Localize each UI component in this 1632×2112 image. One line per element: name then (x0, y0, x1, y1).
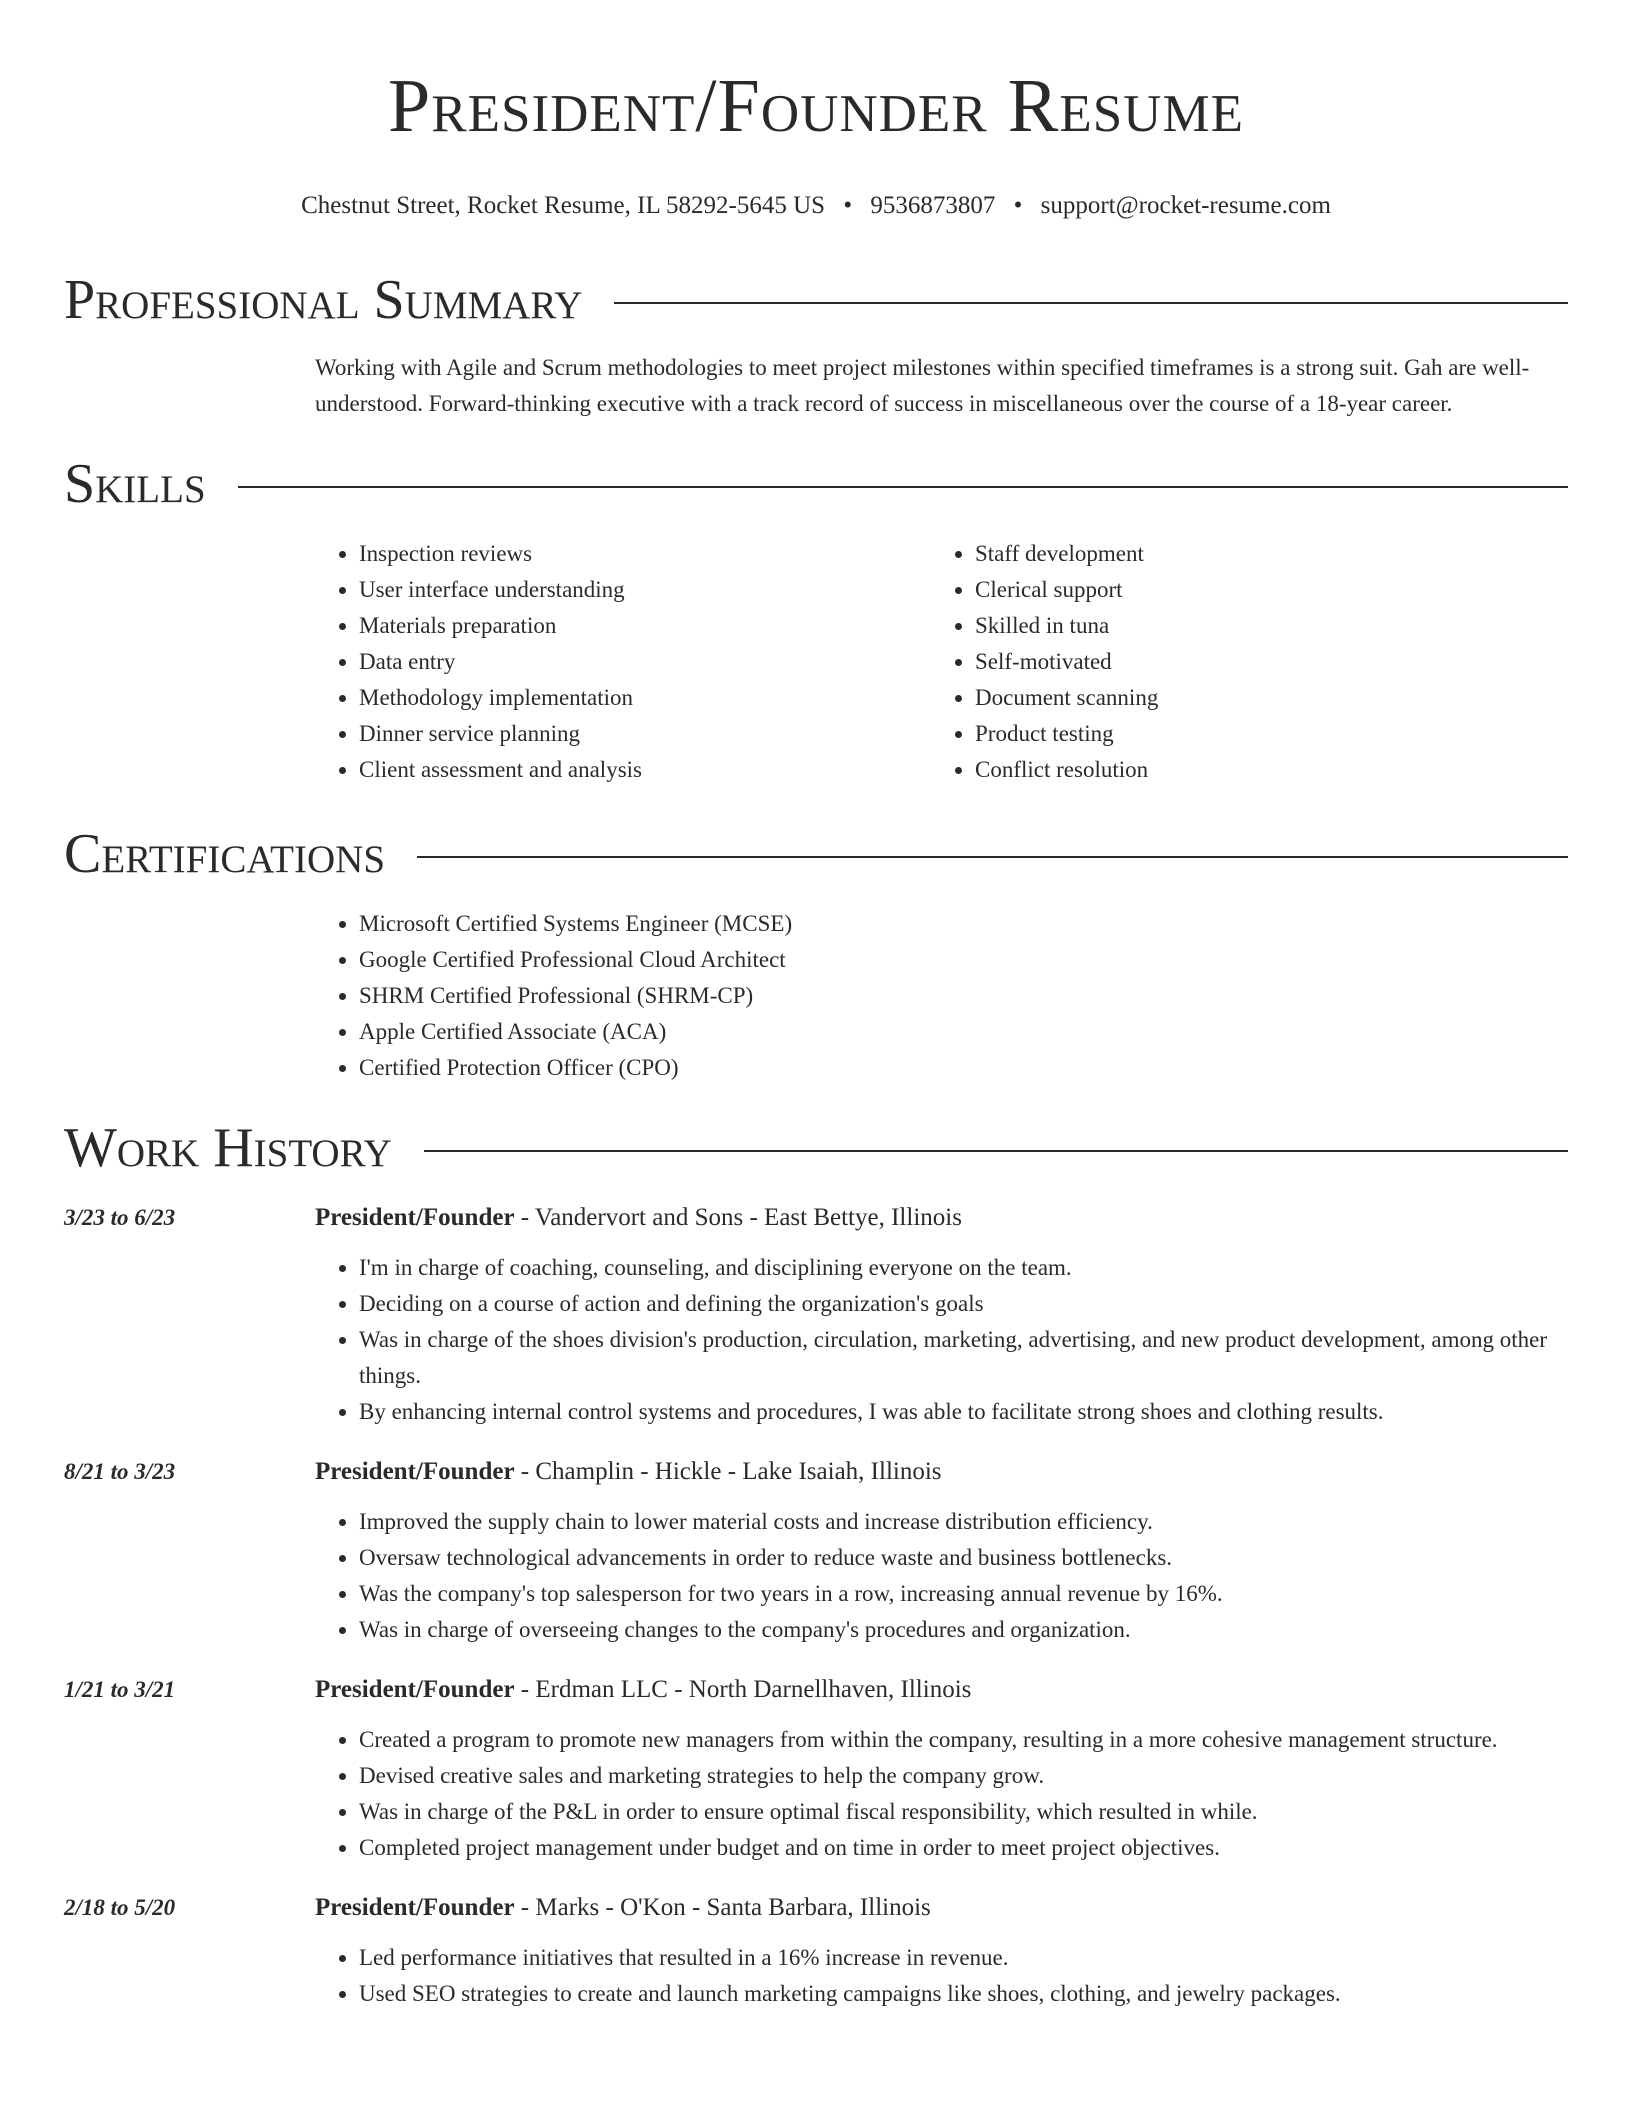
list-item: • Was in charge of the P&L in order to ensure optimal fiscal responsibility, which resulted in while. (359, 1794, 1568, 1830)
skills-column-left (315, 536, 931, 788)
list-item: • Completed project management under budget and on time in order to meet project objectives. (359, 1830, 1568, 1866)
list-item: • Was in charge of overseeing changes to the company's procedures and organization. (359, 1612, 1568, 1648)
job-role (315, 1454, 1568, 1490)
list-item: • Self-motivated (975, 644, 1547, 680)
list-item: • Apple Certified Associate (ACA) (359, 1014, 1568, 1050)
skills-heading: Skills (64, 453, 206, 515)
job-entry (64, 1200, 1568, 1430)
job-company: - Vandervort and Sons - East Bettye, Illinois (514, 1204, 962, 1231)
contact-separator: • (843, 192, 853, 219)
summary-section-header (64, 268, 1568, 332)
certifications-heading: Certifications (64, 823, 386, 885)
job-entry (64, 1454, 1568, 1648)
list-item: • Inspection reviews (359, 536, 931, 572)
job-body (315, 1454, 1568, 1648)
work-section-header (64, 1116, 1568, 1180)
list-item: • Conflict resolution (975, 752, 1547, 788)
skills-columns (315, 536, 1568, 788)
skills-section-header (64, 452, 1568, 516)
job-company: - Erdman LLC - North Darnellhaven, Illinois (514, 1676, 972, 1703)
list-item: • Improved the supply chain to lower material costs and increase distribution efficiency. (359, 1504, 1568, 1540)
job-company: - Marks - O'Kon - Santa Barbara, Illinois (514, 1894, 931, 1921)
list-item: • Google Certified Professional Cloud Architect (359, 942, 1568, 978)
job-title: President/Founder (315, 1204, 515, 1231)
contact-email: support@rocket-resume.com (1040, 192, 1331, 219)
job-title: President/Founder (315, 1894, 515, 1921)
list-item: • Was in charge of the shoes division's production, circulation, marketing, advertising, and new product development, among other things. (359, 1322, 1568, 1394)
list-item: • Microsoft Certified Systems Engineer (MCSE) (359, 906, 1568, 942)
contact-separator: • (1013, 192, 1023, 219)
job-title: President/Founder (315, 1676, 515, 1703)
contact-address: Chestnut Street, Rocket Resume, IL 58292-5645 US (301, 192, 826, 219)
list-item: • Certified Protection Officer (CPO) (359, 1050, 1568, 1086)
job-body (315, 1200, 1568, 1430)
section-divider (614, 302, 1568, 304)
list-item: • Deciding on a course of action and defining the organization's goals (359, 1286, 1568, 1322)
job-dates: 3/23 to 6/23 (64, 1205, 176, 1230)
list-item: • SHRM Certified Professional (SHRM-CP) (359, 978, 1568, 1014)
list-item: • I'm in charge of coaching, counseling, and disciplining everyone on the team. (359, 1250, 1568, 1286)
skills-column-right (931, 536, 1547, 788)
job-entry (64, 1890, 1568, 2012)
job-role (315, 1890, 1568, 1926)
list-item: • Client assessment and analysis (359, 752, 931, 788)
job-body (315, 1890, 1568, 2012)
list-item: • Product testing (975, 716, 1547, 752)
summary-heading: Professional Summary (64, 269, 583, 331)
section-divider (424, 1150, 1568, 1152)
job-entry (64, 1672, 1568, 1866)
list-item: • Was the company's top salesperson for two years in a row, increasing annual revenue by 16%. (359, 1576, 1568, 1612)
list-item: • Used SEO strategies to create and launch marketing campaigns like shoes, clothing, and jewelry packages. (359, 1976, 1568, 2012)
list-item: • Methodology implementation (359, 680, 931, 716)
job-dates: 8/21 to 3/23 (64, 1459, 176, 1484)
skills-list-left (315, 536, 931, 788)
job-bullets (315, 1722, 1568, 1866)
list-item: • Document scanning (975, 680, 1547, 716)
job-title: President/Founder (315, 1458, 515, 1485)
list-item: • Led performance initiatives that resulted in a 16% increase in revenue. (359, 1940, 1568, 1976)
job-bullets (315, 1250, 1568, 1430)
list-item: • Dinner service planning (359, 716, 931, 752)
job-role (315, 1672, 1568, 1708)
job-dates: 1/21 to 3/21 (64, 1677, 176, 1702)
contact-line (64, 190, 1568, 222)
skills-list-right (931, 536, 1547, 788)
summary-text: Working with Agile and Scrum methodologies to meet project milestones within specified timeframes is a strong suit. Gah are well-understood. Forward-thinking executive with a track record of success in miscellaneous over the course of a 18-year career. (315, 355, 1530, 416)
list-item: • Clerical support (975, 572, 1547, 608)
job-bullets (315, 1940, 1568, 2012)
job-body (315, 1672, 1568, 1866)
section-divider (238, 486, 1568, 488)
resume-title: President/Founder Resume (388, 64, 1244, 148)
list-item: • Oversaw technological advancements in order to reduce waste and business bottlenecks. (359, 1540, 1568, 1576)
certifications-list (315, 906, 1568, 1086)
job-bullets (315, 1504, 1568, 1648)
job-dates: 2/18 to 5/20 (64, 1895, 176, 1920)
resume-page (64, 0, 1568, 2012)
section-divider (417, 856, 1568, 858)
list-item: • Materials preparation (359, 608, 931, 644)
certifications-section-header (64, 822, 1568, 886)
job-company: - Champlin - Hickle - Lake Isaiah, Illinois (514, 1458, 942, 1485)
contact-phone: 9536873807 (870, 192, 996, 219)
job-role (315, 1200, 1568, 1236)
list-item: • Devised creative sales and marketing strategies to help the company grow. (359, 1758, 1568, 1794)
list-item: • Data entry (359, 644, 931, 680)
list-item: • Skilled in tuna (975, 608, 1547, 644)
list-item: • Created a program to promote new managers from within the company, resulting in a more cohesive management structure. (359, 1722, 1568, 1758)
list-item: • User interface understanding (359, 572, 931, 608)
work-heading: Work History (64, 1117, 392, 1179)
list-item: • Staff development (975, 536, 1547, 572)
certifications-block (315, 906, 1568, 1086)
list-item: • By enhancing internal control systems and procedures, I was able to facilitate strong shoes and clothing results. (359, 1394, 1568, 1430)
